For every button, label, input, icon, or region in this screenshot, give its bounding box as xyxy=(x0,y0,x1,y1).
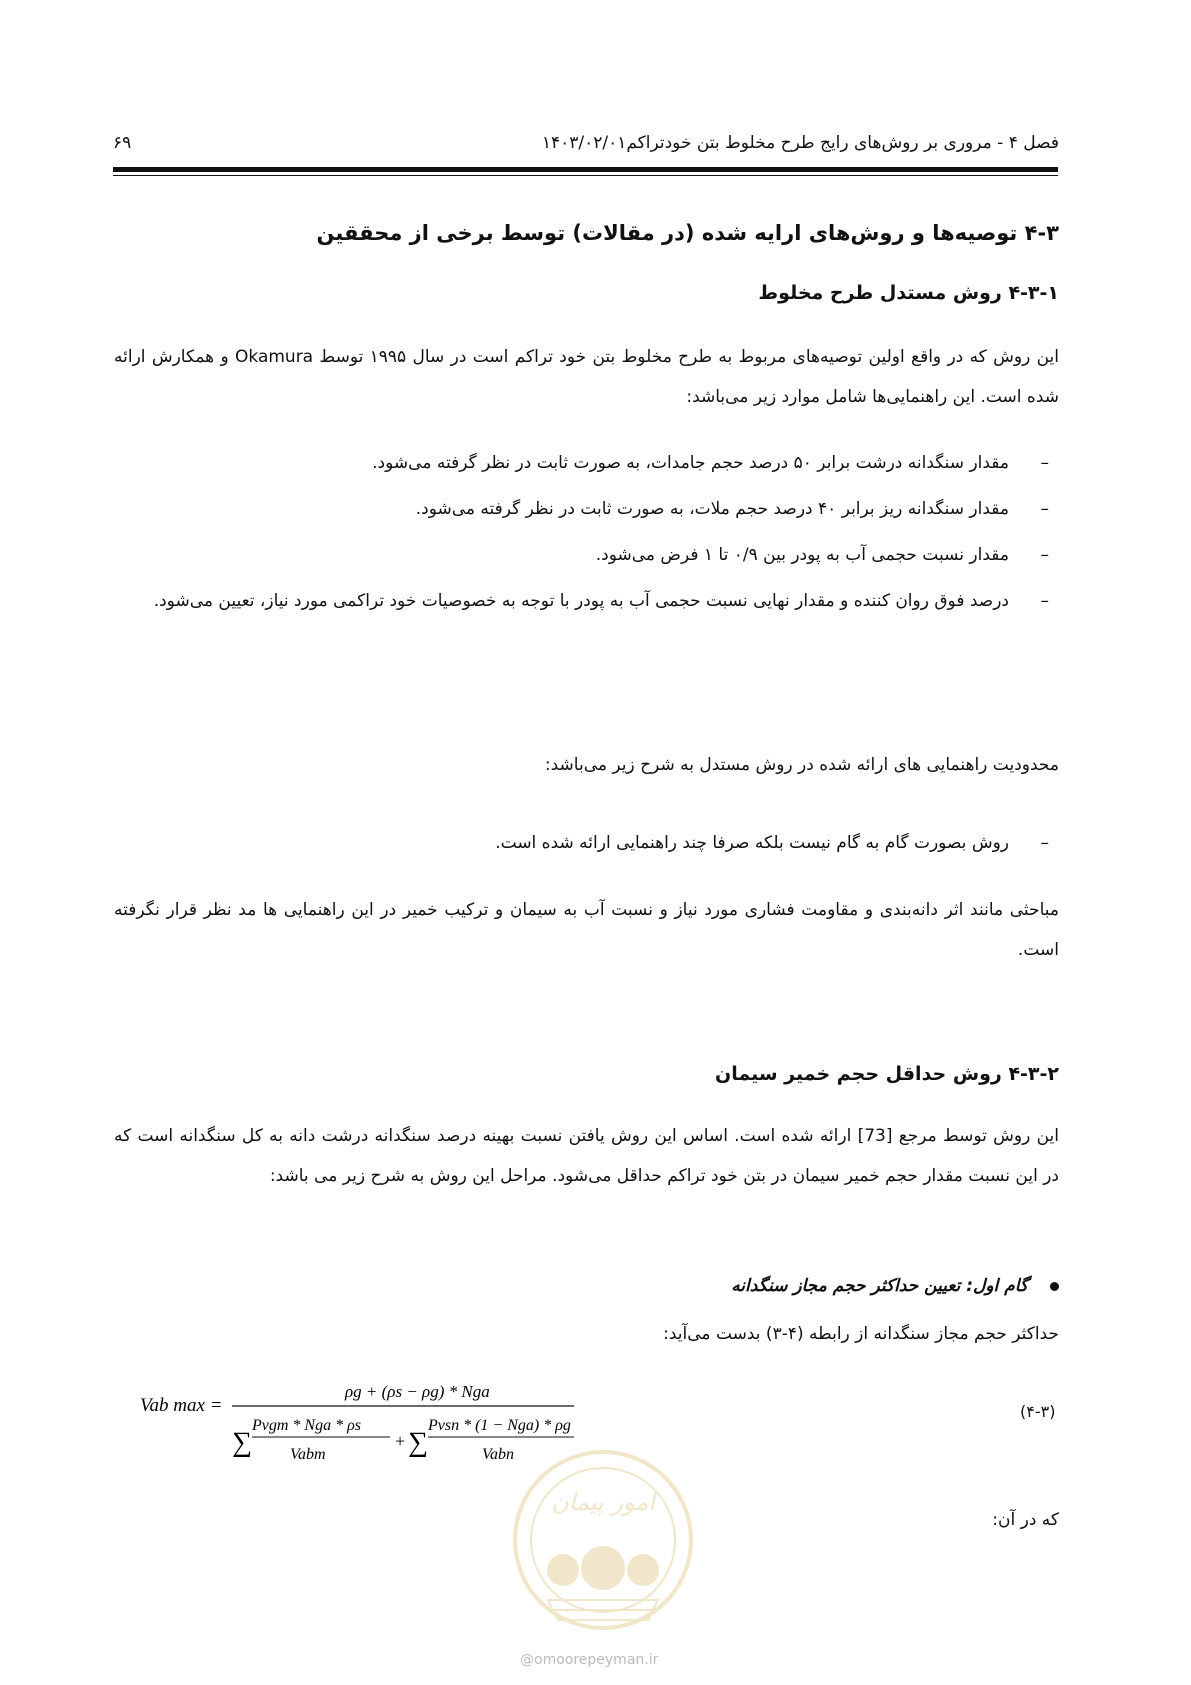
list-item: – درصد فوق روان کننده و مقدار نهایی نسبت حجمی آب به پودر با توجه به خصوصیات خود تراکمی مورد نیاز، تعیین می‌شود. xyxy=(153,591,1049,611)
header-rule-thin xyxy=(113,175,1058,176)
limitations-list xyxy=(114,820,1059,866)
list-item-text: مقدار نسبت حجمی آب به پودر بین ۰/۹ تا ۱ فرض می‌شود. xyxy=(595,545,1009,565)
list-item: – روش بصورت گام به گام نیست بلکه صرفا چند راهنمایی ارائه شده است. xyxy=(495,833,1049,853)
watermark-logo xyxy=(508,1440,698,1640)
limitations-intro: محدودیت راهنمایی های ارائه شده در روش مستدل به شرح زیر می‌باشد: xyxy=(544,755,1059,775)
watermark-logo-text: امور پیمان xyxy=(551,1488,655,1516)
den2-denominator: Vabn xyxy=(482,1446,514,1463)
sum-symbol: ∑ xyxy=(232,1427,252,1458)
subsection-heading-1: ۴-۳-۱ روش مستدل طرح مخلوط xyxy=(758,282,1059,304)
header-rule xyxy=(113,167,1058,172)
step-bullet xyxy=(731,1276,1059,1296)
list-item-text: درصد فوق روان کننده و مقدار نهایی نسبت حجمی آب به پودر با توجه به خصوصیات خود تراکمی مورد نیاز، تعیین می‌شود. xyxy=(153,591,1009,611)
note-paragraph: مباحثی مانند اثر دانه‌بندی و مقاومت فشاری مورد نیاز و نسبت آب به سیمان و ترکیب خمیر در این راهنمایی ها مد نظر قرار نگرفته است. xyxy=(114,900,1059,960)
formula-numerator: ρg + (ρs − ρg) * Nga xyxy=(345,1382,490,1401)
list-item-text: مقدار سنگدانه درشت برابر ۵۰ درصد حجم جامدات، به صورت ثابت در نظر گرفته می‌شود. xyxy=(372,453,1009,473)
list-item: – مقدار نسبت حجمی آب به پودر بین ۰/۹ تا ۱ فرض می‌شود. xyxy=(595,545,1049,565)
step-title: گام اول: تعیین حداکثر حجم مجاز سنگدانه xyxy=(731,1276,1028,1296)
list-item: – مقدار سنگدانه ریز برابر ۴۰ درصد حجم ملات، به صورت ثابت در نظر گرفته می‌شود. xyxy=(415,499,1049,519)
equation-label: (۴-۳) xyxy=(1020,1402,1056,1421)
intro-paragraph-2: این روش توسط مرجع [73] ارائه شده است. اساس این روش یافتن نسبت بهینه درصد سنگدانه درشت دانه به کل سنگدانه است که در این نسبت مقدار حجم خمیر سیمان در بتن خود تراکم حداقل می‌شود. مراحل این روش به شرح زیر می باشد: xyxy=(114,1126,1059,1186)
sum-symbol: ∑ xyxy=(408,1427,428,1458)
where-label: که در آن: xyxy=(992,1510,1059,1530)
formula-lhs: Vab max = xyxy=(140,1395,223,1416)
guideline-list xyxy=(114,440,1059,624)
list-item-text: مقدار سنگدانه ریز برابر ۴۰ درصد حجم ملات، به صورت ثابت در نظر گرفته می‌شود. xyxy=(415,499,1009,519)
watermark-text: @omoorepeyman.ir xyxy=(520,1652,659,1668)
running-header: فصل ۴ - مروری بر روش‌های رایج طرح مخلوط بتن خودتراکم۱۴۰۳/۰۲/۰۱ xyxy=(541,133,1059,153)
section-heading: ۴-۳ توصیه‌ها و روش‌های ارایه شده (در مقالات) توسط برخی از محققین xyxy=(316,221,1059,245)
subsection-heading-2: ۴-۳-۲ روش حداقل حجم خمیر سیمان xyxy=(714,1063,1059,1085)
list-item-text: روش بصورت گام به گام نیست بلکه صرفا چند راهنمایی ارائه شده است. xyxy=(495,833,1009,853)
plus-sign: + xyxy=(395,1431,406,1451)
den1-numerator: Pvgm * Nga * ρs xyxy=(252,1417,362,1434)
list-item: – مقدار سنگدانه درشت برابر ۵۰ درصد حجم جامدات، به صورت ثابت در نظر گرفته می‌شود. xyxy=(372,453,1049,473)
den1-denominator: Vabm xyxy=(290,1446,326,1463)
bullet-dot-icon xyxy=(1050,1282,1059,1291)
step-text: حداکثر حجم مجاز سنگدانه از رابطه (۴-۳) بدست می‌آید: xyxy=(663,1324,1059,1344)
den2-numerator: Pvsn * (1 − Nga) * ρg xyxy=(428,1417,571,1434)
intro-paragraph-1: این روش که در واقع اولین توصیه‌های مربوط به طرح مخلوط بتن خود تراکم است در سال ۱۹۹۵ توسط Okamura و همکارش ارائه شده است. این راهنمایی‌ها شامل موارد زیر می‌باشد: xyxy=(114,347,1059,407)
page-number: ۶۹ xyxy=(113,133,132,153)
